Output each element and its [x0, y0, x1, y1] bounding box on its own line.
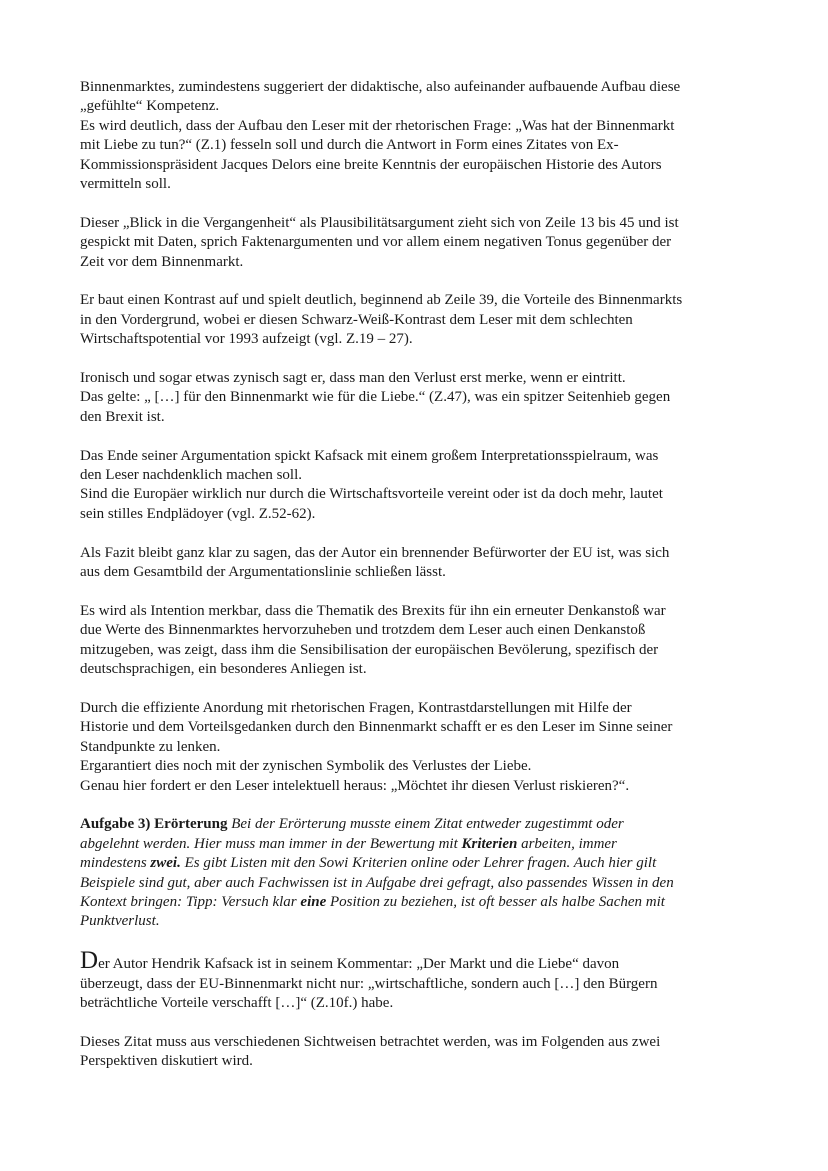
text-line: Historie und dem Vorteilsgedanken durch den Binnenmarkt schafft er es den Leser im Sinne seiner [80, 719, 673, 736]
text-line: Dieser „Blick in die Vergangenheit“ als Plausibilitätsargument zieht sich von Zeile 13 bis 45 und ist [80, 214, 679, 231]
text-line: Punktverlust. [80, 913, 160, 930]
text-line [80, 947, 760, 975]
text-line [80, 893, 760, 912]
paragraph-irony [80, 369, 760, 427]
text-line: „gefühlte“ Kompetenz. [80, 98, 220, 115]
text-span: er Autor Hendrik Kafsack ist in seinem Kommentar: „Der Markt und die Liebe“ davon [98, 956, 620, 973]
text-line: Perspektiven diskutiert wird. [80, 1053, 253, 1070]
text-line: Es wird deutlich, dass der Aufbau den Leser mit der rhetorischen Frage: „Was hat der Binnenmarkt [80, 117, 675, 134]
text-line: Wirtschaftspotential vor 1993 aufzeigt (vgl. Z.19 – 27). [80, 331, 413, 348]
text-line: mitzugeben, was zeigt, dass ihm die Sensibilisation der europäischen Bevölerung, spezifisch der [80, 641, 659, 658]
text-line: due Werte des Binnenmarktes hervorzuheben und trotzdem dem Leser auch einen Denkanstoß [80, 622, 646, 639]
paragraph-structure-analysis [80, 78, 760, 194]
text-line: in den Vordergrund, wobei er diesen Schwarz-Weiß-Kontrast dem Leser mit dem schlechten [80, 311, 633, 328]
task-instructions [80, 815, 760, 931]
task-label: Aufgabe 3) Erörterung [80, 816, 228, 833]
text-line: Ergarantiert dies noch mit der zynischen Symbolik des Verlustes der Liebe. [80, 758, 532, 775]
text-line: Er baut einen Kontrast auf und spielt deutlich, beginnend ab Zeile 39, die Vorteile des Binnenmarkts [80, 292, 683, 309]
text-line: Kommissionspräsident Jacques Delors eine breite Kenntnis der europäischen Historie des Autors [80, 156, 662, 173]
text-line: Beispiele sind gut, aber auch Fachwissen ist in Aufgabe drei gefragt, also passendes Wissen in den [80, 874, 674, 891]
text-line: aus dem Gesamtbild der Argumentationslinie schließen lässt. [80, 564, 446, 581]
document-page [80, 78, 760, 1091]
text-line: deutschsprachigen, ein besonderes Anliegen ist. [80, 661, 367, 678]
paragraph-quote-intro [80, 947, 760, 1013]
paragraph-contrast [80, 291, 760, 349]
task-emphasis: zwei. [150, 855, 181, 872]
text-line: mit Liebe zu tun?“ (Z.1) fesseln soll und durch die Antwort in Form eines Zitates von Ex- [80, 137, 619, 154]
task-emphasis: Kriterien [461, 835, 518, 852]
text-line: Zeit vor dem Binnenmarkt. [80, 253, 244, 270]
text-line: sein stilles Endplädoyer (vgl. Z.52-62). [80, 505, 316, 522]
text-line [80, 815, 760, 834]
paragraph-summary [80, 699, 760, 796]
text-line [80, 835, 760, 854]
text-line: Als Fazit bleibt ganz klar zu sagen, das der Autor ein brennender Befürworter der EU ist, was sich [80, 544, 670, 561]
paragraph-ending [80, 447, 760, 525]
text-line: Sind die Europäer wirklich nur durch die Wirtschaftsvorteile vereint oder ist da doch mehr, lautet [80, 486, 663, 503]
task-text: Position zu beziehen, ist oft besser als halbe Sachen mit [326, 893, 665, 910]
task-text: Bei der Erörterung musste einem Zitat entweder zugestimmt oder [231, 816, 624, 833]
task-emphasis: eine [300, 893, 327, 910]
text-line [80, 854, 760, 873]
task-text: Es gibt Listen mit den Sowi Kriterien online oder Lehrer fragen. Auch hier gilt [180, 855, 657, 872]
paragraph-plausibility-argument [80, 214, 760, 272]
text-line: Binnenmarktes, zumindestens suggeriert der didaktische, also aufeinander aufbauende Aufbau diese [80, 79, 681, 95]
task-text: Kontext bringen: Tipp: Versuch klar [80, 893, 301, 910]
text-line: überzeugt, dass der EU-Binnenmarkt nicht nur: „wirtschaftliche, sondern auch […] den Bürgern [80, 975, 658, 992]
text-line: Genau hier fordert er den Leser intelektuell heraus: „Möchtet ihr diesen Verlust riskieren?“. [80, 777, 630, 794]
task-text: abgelehnt werden. Hier muss man immer in der Bewertung mit [80, 835, 462, 852]
text-line: Das gelte: „ […] für den Binnenmarkt wie für die Liebe.“ (Z.47), was ein spitzer Seitenhieb gegen [80, 389, 671, 406]
task-text: mindestens [80, 855, 151, 872]
text-line: Durch die effiziente Anordung mit rhetorischen Fragen, Kontrastdarstellungen mit Hilfe der [80, 699, 632, 716]
text-line: Das Ende seiner Argumentation spickt Kafsack mit einem großem Interpretationsspielraum, was [80, 447, 659, 464]
text-line: Es wird als Intention merkbar, dass die Thematik des Brexits für ihn ein erneuter Denkanstoß war [80, 602, 666, 619]
text-line: vermitteln soll. [80, 176, 171, 193]
text-line: Standpunkte zu lenken. [80, 738, 221, 755]
paragraph-intention [80, 602, 760, 680]
text-line: beträchtliche Vorteile verschafft […]“ (Z.10f.) habe. [80, 994, 394, 1011]
text-line: Dieses Zitat muss aus verschiedenen Sichtweisen betrachtet werden, was im Folgenden aus zwei [80, 1033, 661, 1050]
paragraph-conclusion [80, 544, 760, 583]
drop-cap: D [80, 947, 99, 975]
text-line: Ironisch und sogar etwas zynisch sagt er, dass man den Verlust erst merke, wenn er eintritt. [80, 370, 626, 387]
text-line: den Leser nachdenklich machen soll. [80, 467, 302, 484]
text-line: den Brexit ist. [80, 408, 165, 425]
task-text: arbeiten, immer [517, 835, 617, 852]
text-line: gespickt mit Daten, sprich Faktenargumenten und vor allem einem negativen Tonus gegenüber der [80, 234, 672, 251]
paragraph-perspectives [80, 1033, 760, 1072]
